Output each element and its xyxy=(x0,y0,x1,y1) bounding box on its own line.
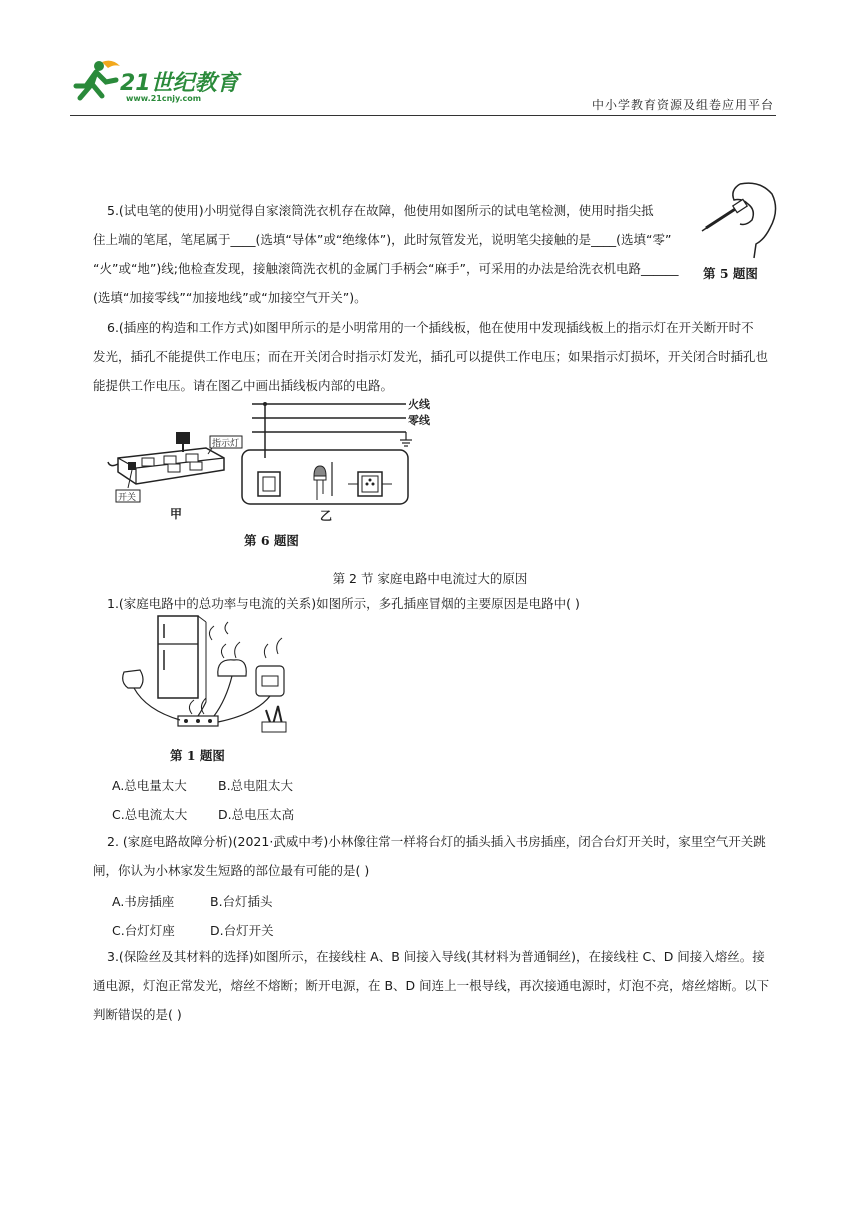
q6-label-yi: 乙 xyxy=(320,509,333,523)
s2q2-line-1: 2. (家庭电路故障分析)(2021·武威中考)小林像往常一样将台灯的插头插入书房插座，闭合台灯开关时，家里空气开关跳 xyxy=(107,834,766,849)
s2q2-option-c[interactable]: C.台灯灯座 xyxy=(112,923,175,938)
q5-line-3: “火”或“地”)线;他检查发现，接触滚筒洗衣机的金属门手柄会“麻手”，可采用的办法是给洗衣机电路______ xyxy=(93,261,679,276)
q6-line-1: 6.(插座的构造和工作方式)如图甲所示的是小明常用的一个插线板，他在使用中发现插线板上的指示灯在开关断开时不 xyxy=(107,320,754,335)
logo-text: 21世纪教育 xyxy=(120,71,239,96)
s2q2-option-a[interactable]: A.书房插座 xyxy=(112,894,175,909)
s2q2-option-b[interactable]: B.台灯插头 xyxy=(210,894,273,909)
section-2-title: 第 2 节 家庭电路中电流过大的原因 xyxy=(332,571,528,586)
logo-url: www.21cnjy.com xyxy=(126,94,202,103)
s2q2-line-2: 闸，你认为小林家发生短路的部位最有可能的是( ) xyxy=(93,863,370,878)
q5-line-2: 住上端的笔尾，笔尾属于____(选填“导体”或“绝缘体”)，此时氖管发光，说明笔尖接触的是____(选填“零” xyxy=(93,232,672,247)
header-platform-text: 中小学教育资源及组卷应用平台 xyxy=(591,98,774,112)
q6-figure-caption: 第 6 题图 xyxy=(244,533,299,548)
q5-line-1: 5.(试电笔的使用)小明觉得自家滚筒洗衣机存在故障，他使用如图所示的试电笔检测，使用时指尖抵 xyxy=(107,203,654,218)
s2q1-option-b[interactable]: B.总电阻太大 xyxy=(218,778,294,793)
s2q1-option-a[interactable]: A.总电量太大 xyxy=(112,778,187,793)
s2q1-overloaded-socket-figure xyxy=(106,610,296,740)
q6-neutral-wire-label: 零线 xyxy=(408,414,430,427)
q6-switch-label: 开关 xyxy=(118,493,137,503)
q5-test-pen-figure xyxy=(700,180,782,260)
q6-power-strip-figure xyxy=(106,428,246,520)
q6-line-3: 能提供工作电压。请在图乙中画出插线板内部的电路。 xyxy=(93,378,394,393)
s2q3-line-2: 通电源，灯泡正常发光，熔丝不熔断；断开电源，在 B、D 间连上一根导线，再次接通电源时，灯泡不亮，熔丝熔断。以下 xyxy=(93,978,770,993)
s2q1-option-c[interactable]: C.总电流太大 xyxy=(112,807,188,822)
s2q2-option-d[interactable]: D.台灯开关 xyxy=(210,923,274,938)
s2q3-line-3: 判断错误的是( ) xyxy=(93,1007,182,1022)
header-divider xyxy=(70,115,776,116)
q6-line-2: 发光，插孔不能提供工作电压；而在开关闭合时指示灯发光，插孔可以提供工作电压；如果指示灯损坏，开关闭合时插孔也 xyxy=(93,349,769,364)
s2q1-option-d[interactable]: D.总电压太高 xyxy=(218,807,295,822)
q6-circuit-figure xyxy=(238,396,438,524)
q5-figure-caption: 第 5 题图 xyxy=(703,266,758,281)
q6-live-wire-label: 火线 xyxy=(408,398,430,411)
s2q1-figure-caption: 第 1 题图 xyxy=(170,748,225,763)
q6-indicator-label: 指示灯 xyxy=(212,439,240,449)
s2q3-line-1: 3.(保险丝及其材料的选择)如图所示，在接线柱 A、B 间接入导线(其材料为普通铜丝)，在接线柱 C、D 间接入熔丝。接 xyxy=(107,949,765,964)
s2q1-text: 1.(家庭电路中的总功率与电流的关系)如图所示，多孔插座冒烟的主要原因是电路中( ) xyxy=(107,596,580,611)
q5-line-4: (选填“加接零线”“加接地线”或“加接空气开关”)。 xyxy=(93,290,367,305)
q6-label-jia: 甲 xyxy=(170,507,183,520)
